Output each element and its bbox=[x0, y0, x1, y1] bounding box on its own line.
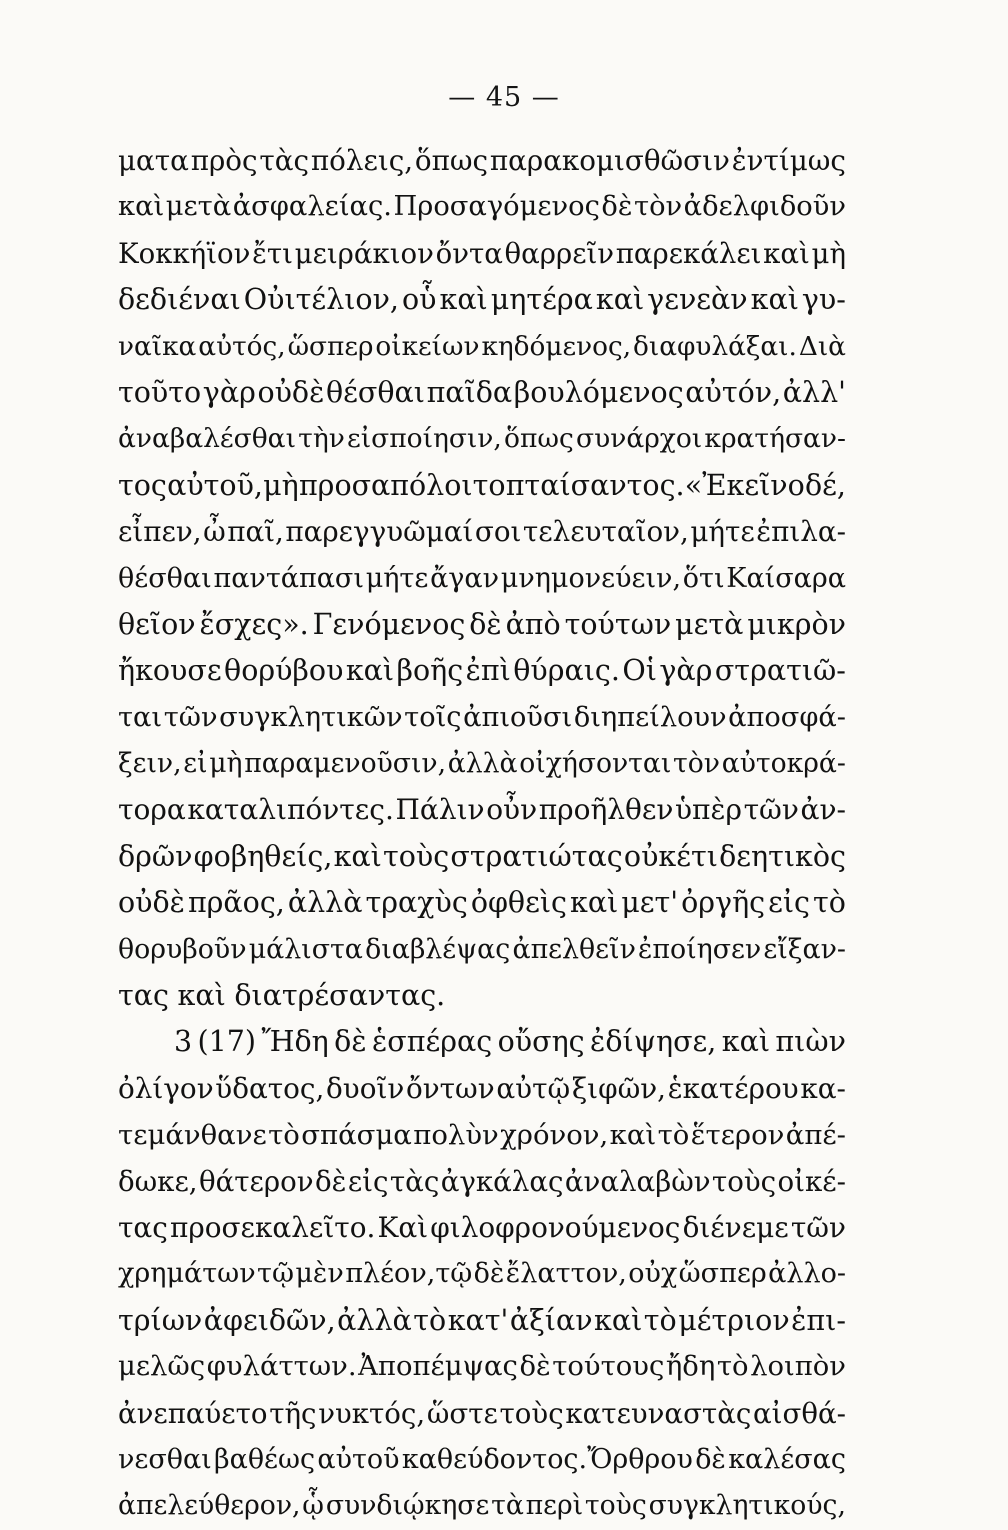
word: ἐπι- bbox=[791, 1303, 846, 1337]
word: παρεγγυῶμαί bbox=[285, 515, 474, 549]
word: τὸν bbox=[673, 748, 720, 780]
word: αὐτῷ bbox=[496, 1071, 571, 1105]
word: καὶ bbox=[750, 283, 799, 317]
body-text bbox=[118, 138, 846, 1530]
text-line bbox=[118, 1019, 846, 1065]
text-line bbox=[118, 1483, 846, 1529]
word: παῖδα bbox=[426, 375, 513, 409]
word: ἑκατέρου bbox=[667, 1071, 799, 1105]
word: ἀσφαλείας. bbox=[232, 191, 392, 223]
word: τὰ bbox=[491, 1490, 524, 1522]
word: τὸ bbox=[716, 1351, 749, 1383]
word: ἀφειδῶν, bbox=[203, 1303, 336, 1337]
word: τας bbox=[118, 979, 169, 1013]
word: θάτερον bbox=[198, 1164, 314, 1198]
word: καὶ bbox=[609, 1119, 657, 1152]
word: καὶ bbox=[118, 191, 165, 223]
word: τῶν bbox=[163, 701, 218, 733]
word: κα- bbox=[800, 1071, 846, 1105]
word: διαφυλάξαι. bbox=[633, 331, 797, 362]
text-line bbox=[118, 463, 846, 509]
word: τῆς bbox=[269, 1396, 317, 1430]
word: ὀργῆς bbox=[681, 886, 766, 920]
word: χρημάτων bbox=[118, 1258, 256, 1290]
word: τοὺς bbox=[382, 839, 450, 873]
word: φυλάττων. bbox=[206, 1351, 357, 1383]
word: εἰς bbox=[768, 886, 811, 920]
word: γυ- bbox=[801, 283, 846, 317]
word: ἀλλο- bbox=[768, 1258, 846, 1290]
word: ἕτερον bbox=[690, 1119, 785, 1152]
word: θέσθαι bbox=[326, 375, 425, 409]
word: διένεμε bbox=[682, 1210, 789, 1244]
text-line bbox=[118, 184, 846, 230]
word: τῷ bbox=[257, 1258, 294, 1290]
word: μήτε bbox=[690, 515, 755, 549]
word: μὴ bbox=[263, 468, 299, 502]
word: τὸ bbox=[657, 1119, 690, 1152]
word: συνδιῴκησε bbox=[325, 1490, 490, 1522]
word: ὥσπερ bbox=[678, 1258, 767, 1290]
word: αὐτοῦ, bbox=[167, 468, 263, 502]
text-line bbox=[118, 1391, 846, 1437]
word: λοιπὸν bbox=[750, 1351, 846, 1383]
text-line bbox=[118, 509, 846, 555]
word: καὶ bbox=[439, 283, 488, 317]
page-number: — 45 — bbox=[448, 82, 560, 113]
word: τὴν bbox=[298, 423, 345, 455]
word: 3 bbox=[174, 1025, 193, 1059]
word: αὐτός, bbox=[198, 331, 286, 362]
word: ὄντα bbox=[435, 236, 503, 270]
word: ἀλλὰ bbox=[287, 886, 363, 920]
word: ἀν- bbox=[800, 793, 846, 827]
word: συγκλητικούς, bbox=[648, 1490, 846, 1522]
word: τούτων bbox=[564, 607, 672, 641]
word: προσαπόλοιτο bbox=[298, 468, 506, 502]
word: βοῆς bbox=[396, 654, 464, 688]
word: αὐτόν, bbox=[685, 375, 782, 409]
word: τὸ bbox=[813, 886, 846, 920]
word: δὲ bbox=[469, 607, 502, 641]
word: ἀξίαν bbox=[509, 1303, 593, 1337]
word: ται bbox=[118, 701, 163, 733]
word: εἰ bbox=[183, 748, 208, 780]
word: τοὺς bbox=[499, 1396, 564, 1430]
word: Οὐιτέλιον, bbox=[243, 283, 399, 317]
word: τῶν bbox=[743, 793, 799, 827]
word: τραχὺς bbox=[365, 886, 468, 920]
word: καθεύδοντος.Ὄρθρου bbox=[401, 1443, 693, 1475]
word: θέσθαι bbox=[118, 562, 212, 594]
word: διατρέσαντας. bbox=[234, 979, 446, 1013]
word: τορα bbox=[118, 793, 186, 827]
word: δυοῖν bbox=[326, 1071, 405, 1105]
word: ξειν, bbox=[118, 748, 182, 780]
word: τοῦτο bbox=[118, 375, 202, 409]
word: τρίων bbox=[118, 1303, 203, 1337]
word: ἄγαν bbox=[430, 562, 500, 594]
word: δὲ bbox=[473, 1258, 505, 1290]
word: κρατήσαν- bbox=[704, 423, 846, 455]
word: σπάσμα bbox=[301, 1119, 412, 1152]
word: καὶ bbox=[177, 979, 226, 1013]
word: ἐπὶ bbox=[465, 654, 511, 688]
word: ἐδίψησε, bbox=[590, 1025, 717, 1059]
word: μετ' bbox=[621, 886, 679, 920]
word: εἶπεν, bbox=[118, 515, 202, 549]
word: δεδιέναι bbox=[118, 283, 241, 317]
word: μὲν bbox=[295, 1258, 344, 1290]
word: μὴ bbox=[209, 748, 243, 780]
text-line bbox=[118, 973, 846, 1019]
text-line bbox=[118, 231, 846, 277]
word: καταλιπόντες. bbox=[187, 793, 394, 827]
word: «Ἐκεῖνο bbox=[684, 468, 805, 502]
word: φοβηθείς, bbox=[193, 839, 333, 873]
word: ἀπελθεῖν bbox=[512, 933, 636, 965]
text-line bbox=[118, 695, 846, 741]
word: κηδόμενος, bbox=[481, 331, 632, 362]
text-line bbox=[118, 1066, 846, 1112]
word: Προσαγόμενος bbox=[393, 191, 600, 223]
word: δεητικὸς bbox=[719, 839, 846, 873]
word: πρᾶος, bbox=[187, 886, 285, 920]
word: εἰσποίησιν, bbox=[346, 423, 502, 455]
word: μετὰ bbox=[675, 607, 744, 641]
word: μικρὸν bbox=[747, 607, 846, 641]
word: ἔσχες». bbox=[199, 607, 309, 641]
word: βουλόμενος bbox=[513, 375, 684, 409]
word: τας bbox=[118, 1210, 168, 1244]
word: τούτους bbox=[552, 1351, 665, 1383]
word: ἀπὸ bbox=[505, 607, 561, 641]
word: πταίσαντος. bbox=[505, 468, 685, 502]
word: τοὺς bbox=[711, 1164, 777, 1198]
word: Πάλιν bbox=[395, 793, 485, 827]
word: νεσθαι bbox=[118, 1443, 212, 1475]
word: προσεκαλεῖτο. bbox=[170, 1210, 376, 1244]
word: παραμενοῦσιν, bbox=[244, 748, 447, 780]
word: καὶ bbox=[570, 886, 619, 920]
word: τὸ bbox=[643, 1303, 677, 1337]
word: ἀπέ- bbox=[785, 1119, 846, 1152]
word: ἀναβαλέσθαι bbox=[118, 423, 296, 455]
word: ἐποίησεν bbox=[638, 933, 762, 965]
word: καὶ bbox=[333, 839, 382, 873]
word: ἀδελφιδοῦν bbox=[683, 191, 846, 223]
word: μητέρα bbox=[490, 283, 593, 317]
word: ἀποσφά- bbox=[728, 701, 846, 733]
word: γὰρ bbox=[659, 654, 713, 688]
text-line bbox=[118, 834, 846, 880]
word: τοῖς bbox=[404, 701, 462, 733]
word: θορυβοῦν bbox=[118, 933, 247, 965]
word: οὖν bbox=[486, 793, 538, 827]
word: μάλιστα bbox=[248, 933, 363, 965]
word: πολὺν bbox=[413, 1119, 499, 1152]
word: Ἀποπέμψας bbox=[358, 1351, 518, 1383]
word: πιὼν bbox=[775, 1025, 846, 1059]
word: πλέον,τῷ bbox=[345, 1258, 473, 1290]
word: Οἱ bbox=[622, 654, 657, 688]
word: δωκε, bbox=[118, 1164, 198, 1198]
word: κατ' bbox=[447, 1303, 509, 1337]
word: ματα bbox=[118, 144, 189, 177]
word: γὰρ bbox=[202, 375, 256, 409]
text-line bbox=[118, 370, 846, 416]
word: ὅτι bbox=[682, 562, 725, 594]
word: γενεὰν bbox=[647, 283, 748, 317]
word: αἰσθά- bbox=[753, 1396, 846, 1430]
word: θαρρεῖν bbox=[504, 236, 615, 270]
word: δρῶν bbox=[118, 839, 193, 873]
word: ὕδατος, bbox=[215, 1071, 325, 1105]
word: καὶ bbox=[594, 1303, 643, 1337]
word: οὐκέτι bbox=[623, 839, 718, 873]
word: οὐχ bbox=[628, 1258, 678, 1290]
text-line bbox=[118, 1112, 846, 1158]
word: τὸ bbox=[413, 1303, 447, 1337]
word: καὶ bbox=[345, 654, 395, 688]
word: βαθέως bbox=[214, 1443, 316, 1475]
word: ἀπελεύθερον, bbox=[118, 1490, 301, 1522]
word: ὄντων bbox=[405, 1071, 495, 1105]
word: φιλοφρονούμενος bbox=[430, 1210, 681, 1244]
word: καὶ bbox=[595, 283, 645, 317]
word: νυκτός, bbox=[318, 1396, 426, 1430]
text-line bbox=[118, 648, 846, 694]
word: (17) bbox=[197, 1025, 257, 1059]
text-line bbox=[118, 787, 846, 833]
word: δὲ bbox=[601, 191, 633, 223]
text-line bbox=[118, 1437, 846, 1483]
word: δὲ bbox=[519, 1351, 551, 1383]
word: τῶν bbox=[790, 1210, 846, 1244]
word: καλέσας bbox=[728, 1443, 846, 1475]
word: ὦ bbox=[203, 515, 226, 549]
word: διηπείλουν bbox=[573, 701, 727, 733]
word: οὔσης bbox=[497, 1025, 585, 1059]
word: ἤδη bbox=[665, 1351, 716, 1383]
word: συγκλητικῶν bbox=[219, 701, 403, 733]
text-line bbox=[118, 1251, 846, 1297]
word: στρατιώτας bbox=[450, 839, 623, 873]
word: τελευταῖον, bbox=[522, 515, 689, 549]
word: ὅπως bbox=[504, 423, 574, 455]
word: μέτριον bbox=[678, 1303, 790, 1337]
word: ὀλίγον bbox=[118, 1071, 214, 1105]
word: αὐτοῦ bbox=[317, 1443, 400, 1475]
text-line bbox=[118, 927, 846, 973]
word: ὥσπερ bbox=[287, 331, 374, 362]
word: Καὶ bbox=[377, 1210, 429, 1244]
word: ἀλλ' bbox=[782, 375, 846, 409]
word: ὥστε bbox=[426, 1396, 498, 1430]
word: ἀλλὰ bbox=[447, 748, 518, 780]
text-line bbox=[118, 880, 846, 926]
text-line bbox=[118, 1159, 846, 1205]
word: ἔλαττον, bbox=[505, 1258, 627, 1290]
word: τὰς bbox=[259, 144, 310, 177]
word: Κοκκήϊον bbox=[118, 236, 251, 270]
word: ἤκουσε bbox=[118, 654, 222, 688]
word: στρατιῶ- bbox=[714, 654, 846, 688]
word: περὶ bbox=[525, 1490, 584, 1522]
word: τὸν bbox=[633, 191, 683, 223]
word: οἰκέ- bbox=[777, 1164, 846, 1198]
word: μνημονεύειν, bbox=[500, 562, 682, 594]
word: εἰς bbox=[347, 1164, 389, 1198]
word: προῆλθεν bbox=[538, 793, 674, 827]
word: τεμάνθανε bbox=[118, 1119, 267, 1152]
word: ἀλλὰ bbox=[337, 1303, 412, 1337]
word: ἔτι bbox=[252, 236, 293, 270]
word: Ἤδη bbox=[261, 1025, 329, 1059]
text-line bbox=[118, 741, 846, 787]
word: ἀναλαβὼν bbox=[564, 1164, 711, 1198]
word: οἰχήσονται bbox=[519, 748, 672, 780]
word: Διὰ bbox=[798, 331, 846, 362]
word: ἀγκάλας bbox=[440, 1164, 564, 1198]
word: συνάρχοι bbox=[576, 423, 703, 455]
word: θύραις. bbox=[513, 654, 620, 688]
word: σοι bbox=[474, 515, 522, 549]
word: κατευναστὰς bbox=[565, 1396, 752, 1430]
text-line bbox=[118, 1205, 846, 1251]
word: ἀνεπαύετο bbox=[118, 1396, 268, 1430]
text-line bbox=[118, 602, 846, 648]
word: δέ, bbox=[804, 468, 846, 502]
word: οὐδὲ bbox=[257, 375, 325, 409]
word: δὲ bbox=[334, 1025, 367, 1059]
word: μὴ bbox=[811, 236, 846, 270]
word: οὐδὲ bbox=[118, 886, 185, 920]
text-line bbox=[118, 277, 846, 323]
word: ὅπως bbox=[414, 144, 489, 177]
word: τοὺς bbox=[584, 1490, 647, 1522]
word: παῖ, bbox=[227, 515, 284, 549]
text-line bbox=[118, 1344, 846, 1390]
word: ἀπιοῦσι bbox=[463, 701, 573, 733]
word: ἑσπέρας bbox=[372, 1025, 493, 1059]
word: παρακομισθῶσιν bbox=[489, 144, 730, 177]
word: Γενόμενος bbox=[312, 607, 466, 641]
word: ὑπὲρ bbox=[675, 793, 742, 827]
word: παντάπασι bbox=[213, 562, 364, 594]
text-line bbox=[118, 1298, 846, 1344]
word: ἐντίμως bbox=[731, 144, 846, 177]
word: πρὸς bbox=[190, 144, 258, 177]
word: μετὰ bbox=[165, 191, 232, 223]
word: οἰκείων bbox=[375, 331, 480, 362]
word: μήτε bbox=[365, 562, 429, 594]
word: τὸ bbox=[268, 1119, 300, 1152]
word: οὗ bbox=[402, 283, 437, 317]
word: μελῶς bbox=[118, 1351, 206, 1383]
text-line bbox=[118, 416, 846, 462]
text-line bbox=[118, 556, 846, 602]
word: ἐπιλα- bbox=[756, 515, 846, 549]
word: ᾧ bbox=[302, 1490, 325, 1522]
word: ξιφῶν, bbox=[571, 1071, 667, 1105]
word: δὲ bbox=[314, 1164, 347, 1198]
word: μειράκιον bbox=[294, 236, 434, 270]
word: ναῖκα bbox=[118, 331, 197, 362]
word: πόλεις, bbox=[310, 144, 414, 177]
word: θορύβου bbox=[224, 654, 344, 688]
word: παρεκάλει bbox=[615, 236, 762, 270]
word: τὰς bbox=[389, 1164, 440, 1198]
word: τος bbox=[118, 468, 167, 502]
word: καὶ bbox=[721, 1025, 771, 1059]
word: καὶ bbox=[763, 236, 810, 270]
text-line bbox=[118, 138, 846, 184]
text-line bbox=[118, 324, 846, 370]
word: χρόνον, bbox=[500, 1119, 609, 1152]
word: διαβλέψας bbox=[365, 933, 511, 965]
word: δὲ bbox=[695, 1443, 726, 1475]
word: ὀφθεὶς bbox=[470, 886, 567, 920]
word: Καίσαρα bbox=[726, 562, 846, 594]
word: εἴξαν- bbox=[763, 933, 846, 965]
word: αὐτοκρά- bbox=[721, 748, 846, 780]
word: θεῖον bbox=[118, 607, 196, 641]
